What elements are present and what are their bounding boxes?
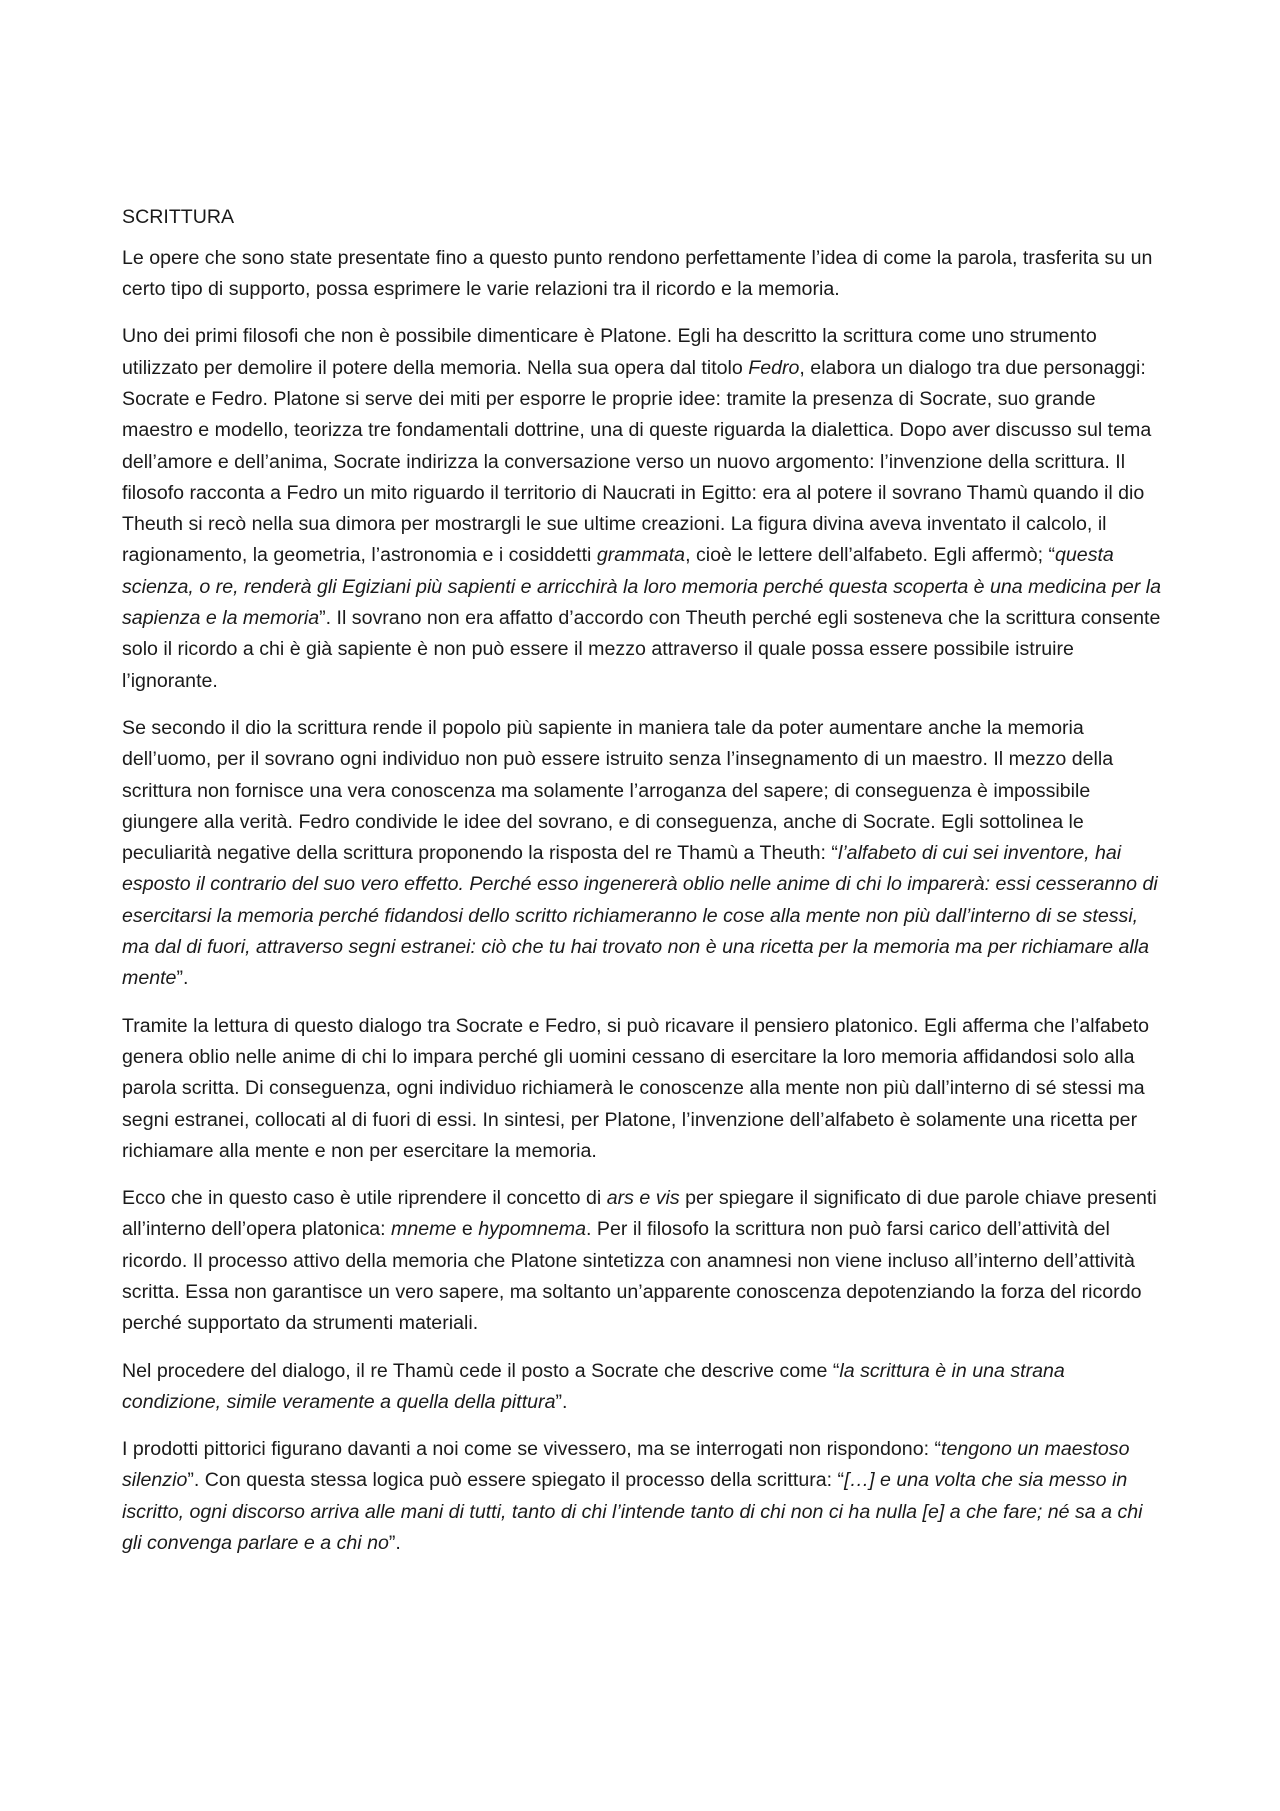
text-run: ”. [555, 1390, 568, 1413]
italic-text: tengono un maestoso silenzio [122, 1438, 1130, 1492]
text-run: . Per il filosofo la scrittura non può farsi carico dell’attività del ricordo. Il processo attivo della memoria che Platone sintetizza con anamnesi non viene incluso all’interno dell’attività scritta. Essa non garantisce un vero sapere, ma soltanto un’apparente conoscenza depotenziando la forza del ricordo perché supportato da strumenti materiali. [122, 1218, 1142, 1335]
document-page [122, 202, 1162, 1575]
paragraph [122, 1183, 1162, 1339]
document-heading: SCRITTURA [122, 206, 235, 228]
italic-text: la scrittura è in una strana condizione, simile veramente a quella della pittura [122, 1359, 1065, 1413]
text-run: ”. [388, 1532, 401, 1555]
paragraph [122, 1011, 1162, 1167]
text-run: Ecco che in questo caso è utile riprendere il concetto di [122, 1187, 607, 1210]
text-run: ”. [176, 967, 189, 990]
italic-text: ars e vis [606, 1187, 680, 1210]
italic-text: […] e una volta che sia messo in iscritto, ogni discorso arriva alle mani di tutti, tanto di chi l’intende tanto di chi non ci ha nulla [e] a che fare; né sa a chi gli convenga parlare e a chi no [122, 1469, 1143, 1555]
text-run: Nel procedere del dialogo, il re Thamù cede il posto a Socrate che descrive come “ [122, 1359, 840, 1382]
paragraph [122, 1434, 1162, 1559]
italic-text: mneme [391, 1218, 457, 1241]
text-run: Tramite la lettura di questo dialogo tra Socrate e Fedro, si può ricavare il pensiero platonico. Egli afferma che l’alfabeto genera oblio nelle anime di chi lo impara perché gli uomini cessano di esercitare la loro memoria affidandosi solo alla parola scritta. Di conseguenza, ogni individuo richiamerà le conoscenze alla mente non più dall’interno di sé stessi ma segni estranei, collocati al di fuori di essi. In sintesi, per Platone, l’invenzione dell’alfabeto è solamente una ricetta per richiamare alla mente e non per esercitare la memoria. [122, 1014, 1150, 1162]
text-run: , elabora un dialogo tra due personaggi: Socrate e Fedro. Platone si serve dei miti per esporre le proprie idee: tramite la presenza di Socrate, suo grande maestro e modello, teorizza tre fondamentali dottrine, una di queste riguarda la dialettica. Dopo aver discusso sul tema dell’amore e dell’anima, Socrate indirizza la conversazione verso un nuovo argomento: l’invenzione della scrittura. Il filosofo racconta a Fedro un mito riguardo il territorio di Naucrati in Egitto: era al potere il sovrano Thamù quando il dio Theuth si recò nella sua dimora per mostrargli le sue ultime creazioni. La figura divina aveva inventato il calcolo, il ragionamento, la geometria, l’astronomia e i cosiddetti [122, 356, 1152, 567]
text-run: ”. Con questa stessa logica può essere spiegato il processo della scrittura: “ [187, 1469, 845, 1492]
text-run: I prodotti pittorici figurano davanti a noi come se vivessero, ma se interrogati non rispondono: “ [122, 1438, 942, 1461]
italic-text: questa scienza, o re, renderà gli Egiziani più sapienti e arricchirà la loro memoria perché questa scoperta è una medicina per la sapienza e la memoria [122, 544, 1162, 630]
text-run: , cioè le lettere dell’alfabeto. Egli affermò; “ [685, 544, 1055, 567]
paragraph [122, 243, 1162, 306]
italic-text: grammata [596, 544, 686, 567]
italic-text: hypomnema [478, 1218, 587, 1241]
paragraph [122, 321, 1162, 697]
text-run: Se secondo il dio la scrittura rende il popolo più sapiente in maniera tale da poter aumentare anche la memoria dell’uomo, per il sovrano ogni individuo non può essere istruito senza l’insegnamento di un maestro. Il mezzo della scrittura non fornisce una vera conoscenza ma solamente l’arroganza del sapere; di conseguenza è impossibile giungere alla verità. Fedro condivide le idee del sovrano, e di conseguenza, anche di Socrate. Egli sottolinea le peculiarità negative della scrittura proponendo la risposta del re Thamù a Theuth: “ [122, 716, 1114, 865]
text-run: per spiegare il significato di due parole chiave presenti all’interno dell’opera platonica: [122, 1187, 1157, 1241]
italic-text: l’alfabeto di cui sei inventore, hai esposto il contrario del suo vero effetto. Perché esso ingenererà oblio nelle anime di chi lo imparerà: essi cesseranno di esercitarsi la memoria perché fidandosi dello scritto richiameranno le cose alla mente non più dall’interno di se stessi, ma dal di fuori, attraverso segni estranei: ciò che tu hai trovato non è una ricetta per la memoria ma per richiamare alla mente [122, 842, 1158, 990]
paragraph [122, 713, 1162, 995]
text-run: e [456, 1218, 479, 1241]
paragraph [122, 1356, 1162, 1419]
italic-text: Fedro [748, 356, 800, 379]
document-body [122, 243, 1162, 1560]
text-run: Uno dei primi filosofi che non è possibile dimenticare è Platone. Egli ha descritto la scrittura come uno strumento utilizzato per demolire il potere della memoria. Nella sua opera dal titolo [122, 325, 1097, 379]
text-run: Le opere che sono state presentate fino a questo punto rendono perfettamente l’idea di come la parola, trasferita su un certo tipo di supporto, possa esprimere le varie relazioni tra il ricordo e la memoria. [122, 246, 1153, 301]
text-run: ”. Il sovrano non era affatto d’accordo con Theuth perché egli sosteneva che la scrittura consente solo il ricordo a chi è già sapiente è non può essere il mezzo attraverso il quale possa essere possibile istruire l’ignorante. [122, 607, 1161, 692]
